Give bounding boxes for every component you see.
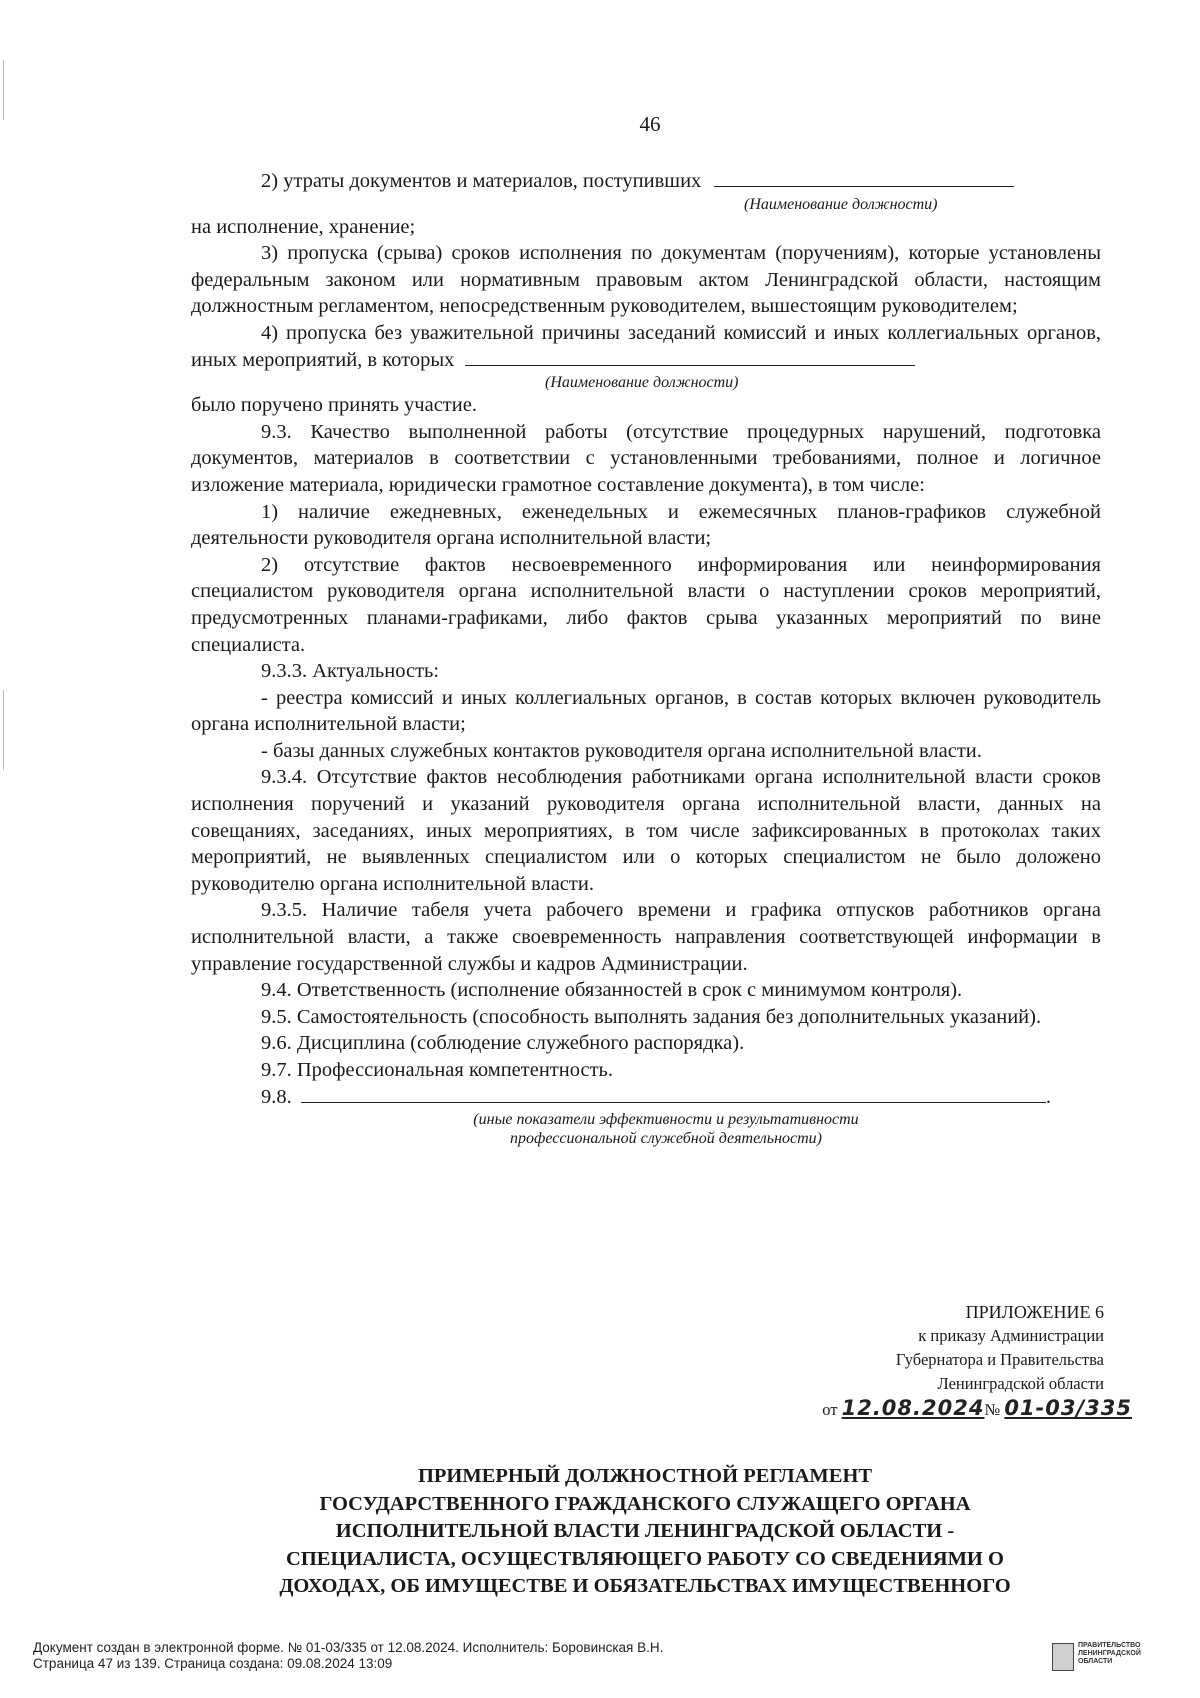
title-line: СПЕЦИАЛИСТА, ОСУЩЕСТВЛЯЮЩЕГО РАБОТУ СО СВЕДЕНИЯМИ О (286, 1547, 1004, 1570)
paragraph-text: 2) утраты документов и материалов, поступивших (261, 170, 702, 192)
emblem-icon (1052, 1643, 1074, 1671)
field-caption: (Наименование должности) (545, 374, 739, 392)
paragraph (191, 168, 1101, 195)
fill-in-line (465, 349, 915, 366)
title-line: ПРИМЕРНЫЙ ДОЛЖНОСТНОЙ РЕГЛАМЕНТ (417, 1465, 873, 1487)
document-title (180, 1463, 1110, 1601)
paragraph: 9.5. Самостоятельность (способность выполнять задания без дополнительных указаний). (261, 1005, 1042, 1028)
paragraph: 9.3.3. Актуальность: (261, 660, 440, 683)
logo-text-line: ОБЛАСТИ (1078, 1658, 1113, 1665)
paragraph: - базы данных служебных контактов руководителя органа исполнительной власти. (261, 739, 982, 762)
line-end-period: . (1045, 1085, 1051, 1108)
footer-line: Документ создан в электронной форме. № 01-03/335 от 12.08.2024. Исполнитель: Боровинская В.Н. (33, 1640, 664, 1655)
paragraph: 9.7. Профессиональная компетентность. (261, 1059, 614, 1081)
logo-text (1078, 1642, 1141, 1666)
appendix-date-number (822, 1396, 1132, 1422)
field-caption: профессиональной служебной деятельности) (510, 1130, 822, 1148)
paragraph-text: 9.8. (261, 1085, 292, 1108)
paragraph: 9.3. Качество выполненной работы (отсутствие процедурных нарушений, подготовка документов, материалов в соответствии с установленными требованиями, полное и логичное изложение материала, юридически грамотное составление документа), в том числе: (191, 420, 1101, 496)
logo-text-line: ЛЕНИНГРАДСКОЙ (1078, 1650, 1141, 1657)
paragraph: на исполнение, хранение; (191, 215, 416, 238)
paragraph: было поручено принять участие. (191, 394, 477, 417)
fill-in-line (714, 170, 1014, 187)
appendix-line: к приказу Администрации (918, 1326, 1104, 1345)
appendix-header (822, 1300, 1132, 1422)
paragraph: 1) наличие ежедневных, еженедельных и ежемесячных планов-графиков служебной деятельности руководителя органа исполнительной власти; (191, 500, 1101, 550)
handwritten-date: 12.08.2024 (841, 1396, 985, 1420)
footer-line: Страница 47 из 139. Страница создана: 09.08.2024 13:09 (33, 1655, 393, 1671)
logo-text-line: ПРАВИТЕЛЬСТВО (1078, 1642, 1141, 1649)
fill-in-line (301, 1086, 1046, 1103)
appendix-line: Губернатора и Правительства (895, 1350, 1104, 1369)
handwritten-number: 01-03/335 (1004, 1396, 1132, 1420)
field-caption: (иные показатели эффективности и результативности (473, 1111, 859, 1129)
paragraph: 3) пропуска (срыва) сроков исполнения по документам (поручениям), которые установлены федеральным законом или нормативным правовым актом Ленинградской области, настоящим должностным регламентом, непосредственным руководителем, вышестоящим руководителем; (191, 242, 1101, 318)
paragraph (191, 1084, 1101, 1111)
title-line: ДОХОДАХ, ОБ ИМУЩЕСТВЕ И ОБЯЗАТЕЛЬСТВАХ ИМУЩЕСТВЕННОГО (279, 1575, 1011, 1597)
paragraph-text: 4) пропуска без уважительной причины заседаний комиссий и иных коллегиальных органов, иных мероприятий, в которых (191, 321, 1101, 371)
appendix-line: Ленинградской области (937, 1374, 1104, 1393)
date-prefix: от (822, 1400, 838, 1419)
title-line: ГОСУДАРСТВЕННОГО ГРАЖДАНСКОГО СЛУЖАЩЕГО ОРГАНА (319, 1492, 971, 1515)
page-number: 46 (639, 112, 661, 136)
electronic-document-footer (33, 1640, 663, 1671)
paragraph: 9.3.4. Отсутствие фактов несоблюдения работниками органа исполнительной власти сроков исполнения поручений и указаний руководителя органа исполнительной власти, данных на совещаниях, заседаниях, иных мероприятиях, в том числе зафиксированных в протоколах таких мероприятий, не выявленных специалистом или о которых специалистом не было доложено руководителю органа исполнительной власти. (191, 766, 1101, 895)
paragraph: 9.6. Дисциплина (соблюдение служебного распорядка). (261, 1032, 745, 1055)
paragraph: 9.4. Ответственность (исполнение обязанностей в срок с минимумом контроля). (261, 979, 963, 1002)
appendix-title: ПРИЛОЖЕНИЕ 6 (965, 1302, 1104, 1322)
field-caption: (Наименование должности) (744, 195, 938, 213)
title-line: ИСПОЛНИТЕЛЬНОЙ ВЛАСТИ ЛЕНИНГРАДСКОЙ ОБЛАСТИ - (335, 1520, 955, 1542)
scan-margin-mark (3, 690, 4, 770)
number-prefix: № (984, 1400, 1001, 1419)
document-body (191, 168, 1101, 1148)
scan-margin-mark (3, 60, 4, 120)
paragraph (191, 320, 1101, 373)
government-logo (1052, 1641, 1172, 1675)
paragraph: 9.3.5. Наличие табеля учета рабочего времени и графика отпусков работников органа исполнительной власти, а также своевременность направления соответствующей информации в управление государственной службы и кадров Администрации. (191, 899, 1101, 975)
paragraph: - реестра комиссий и иных коллегиальных органов, в состав которых включен руководитель органа исполнительной власти; (191, 686, 1101, 736)
paragraph: 2) отсутствие фактов несвоевременного информирования или неинформирования специалистом руководителя органа исполнительной власти о наступлении сроков мероприятий, предусмотренных планами-графиками, либо фактов срыва указанных мероприятий по вине специалиста. (191, 553, 1101, 656)
